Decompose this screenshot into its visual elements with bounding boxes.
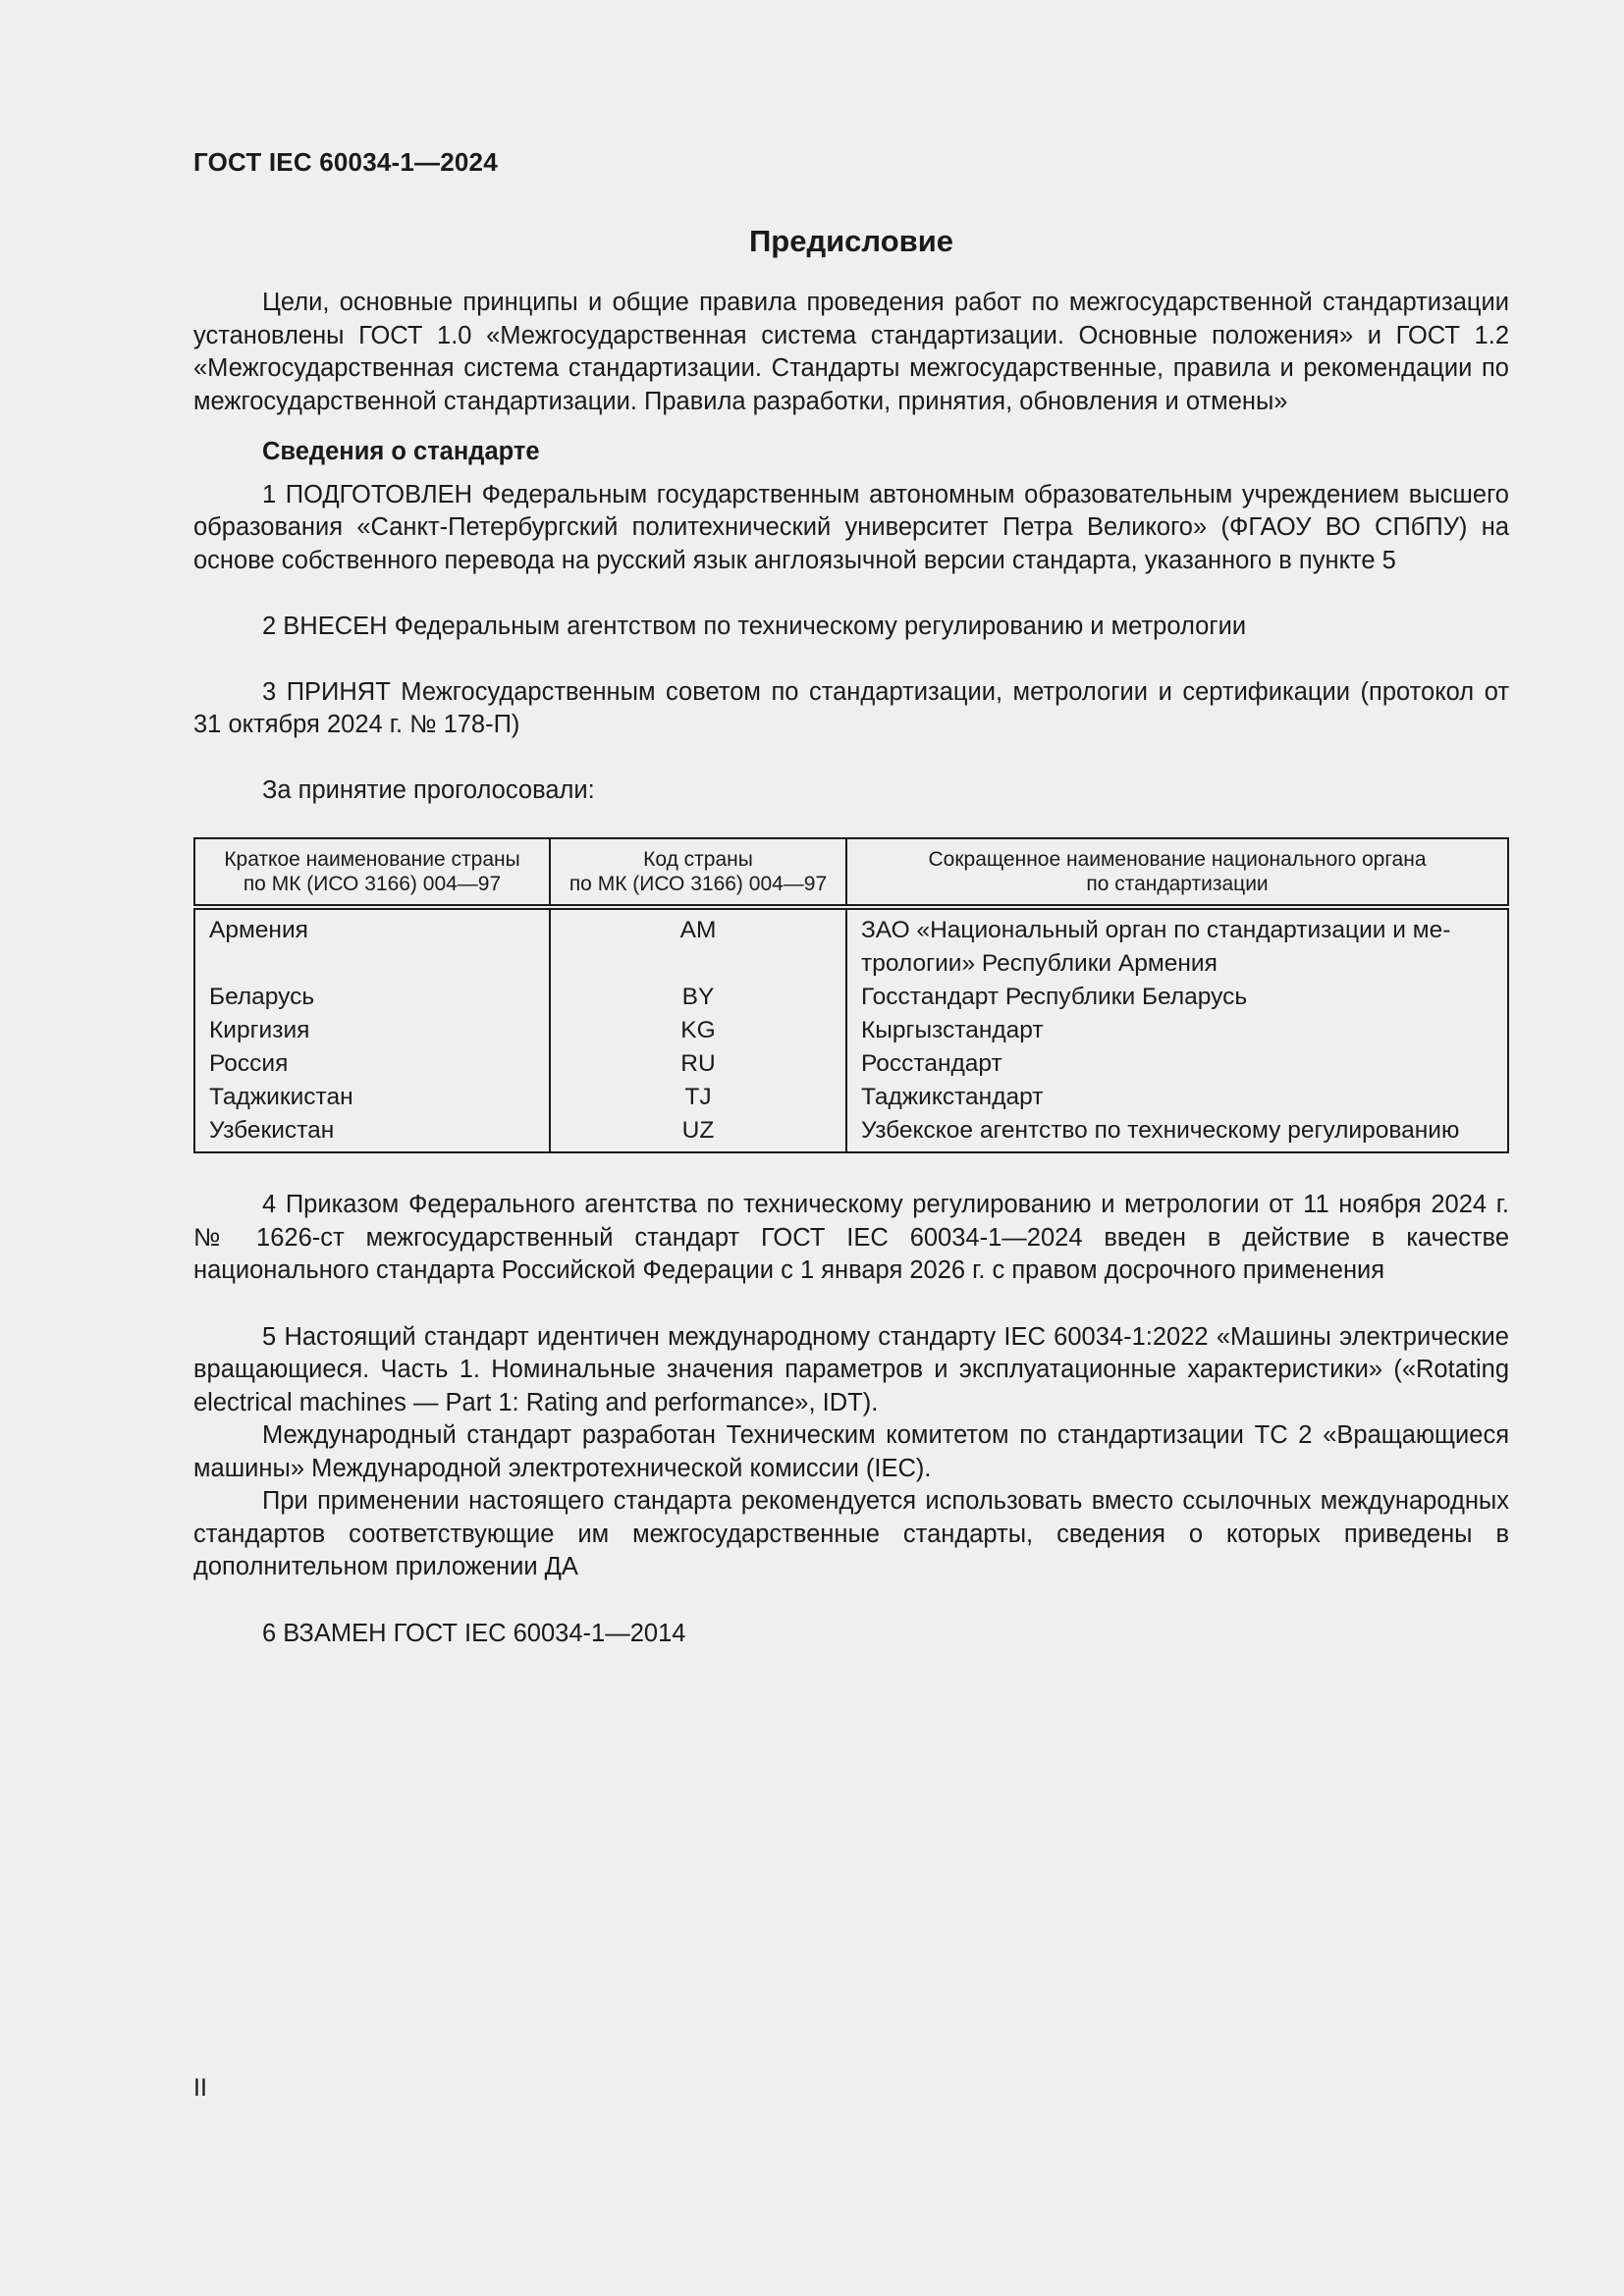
- page-number: II: [193, 2074, 207, 2102]
- code-cell: KG: [550, 1014, 846, 1047]
- item-1-paragraph: 1 ПОДГОТОВЛЕН Федеральным государственным автономным образовательным учреждением высшего образования «Санкт-Петербургский политехнический университет Петра Великого» (ФГАОУ ВО СПбПУ) на основе собственного перевода на русский язык англоязычной версии стандарта, указанного в пункте 5: [193, 480, 1509, 574]
- code-cell: TJ: [550, 1081, 846, 1114]
- page-title: Предисловие: [748, 224, 953, 258]
- table-row: [194, 1047, 1508, 1081]
- country-cell: Узбекистан: [194, 1114, 550, 1152]
- item-4-paragraph: 4 Приказом Федерального агентства по техническому регулированию и метрологии от 11 ноября 2024 г. № 1626-ст межгосударственный стандарт ГОСТ IEC 60034-1—2024 введен в действие в качестве национального стандарта Российской Федерации с 1 января 2026 г. с правом досрочного применения: [193, 1191, 1509, 1284]
- body-cell: Узбекское агентство по техническому регулированию: [861, 1117, 1460, 1144]
- body-cell-line2: трологии» Республики Армения: [861, 950, 1218, 977]
- country-cell: Киргизия: [194, 1014, 550, 1047]
- body-cell: Таджикстандарт: [861, 1084, 1044, 1110]
- document-body: [193, 287, 1509, 1650]
- header-body-line1: Сокращенное наименование национального органа: [928, 848, 1427, 871]
- item-6-paragraph: 6 ВЗАМЕН ГОСТ IEC 60034-1—2014: [262, 1619, 686, 1647]
- section-title: Сведения о стандарте: [262, 438, 540, 465]
- item-5-paragraph: 5 Настоящий стандарт идентичен международному стандарту IEC 60034-1:2022 «Машины электрические вращающиеся. Часть 1. Номинальные значения параметров и эксплуатационные характеристики» («Rotating electrical machines — Part 1: Rating and performance», IDT).: [193, 1322, 1509, 1416]
- body-cell-line1: ЗАО «Национальный орган по стандартизации и ме-: [861, 917, 1451, 943]
- country-cell: Россия: [194, 1047, 550, 1081]
- header-country-line1: Краткое наименование страны: [224, 848, 520, 871]
- table-row: [194, 981, 1508, 1014]
- header-country: [194, 838, 550, 907]
- document-page: [193, 0, 1509, 2296]
- item-5-committee-paragraph: Международный стандарт разработан Техническим комитетом по стандартизации TC 2 «Вращающиеся машины» Международной электротехнической комиссии (IEC).: [193, 1421, 1509, 1482]
- code-cell: RU: [550, 1047, 846, 1081]
- code-cell: UZ: [550, 1114, 846, 1152]
- code-cell: BY: [550, 981, 846, 1014]
- code-cell: AM: [550, 907, 846, 981]
- country-cell: Армения: [194, 907, 550, 981]
- item-2-paragraph: 2 ВНЕСЕН Федеральным агентством по техническому регулированию и метрологии: [262, 613, 1247, 640]
- vote-intro: За принятие проголосовали:: [262, 775, 595, 804]
- table-header-row: [194, 838, 1508, 907]
- item-3-paragraph: 3 ПРИНЯТ Межгосударственным советом по стандартизации, метрологии и сертификации (протокол от 31 октября 2024 г. № 178-П): [193, 677, 1509, 738]
- country-cell: Беларусь: [194, 981, 550, 1014]
- table-row: [194, 1014, 1508, 1047]
- body-cell: [846, 907, 1508, 981]
- header-code-line1: Код страны: [643, 848, 753, 871]
- body-cell: Кыргызстандарт: [861, 1017, 1044, 1043]
- table-row: [194, 907, 1508, 981]
- intro-paragraph: Цели, основные принципы и общие правила проведения работ по межгосударственной стандартизации установлены ГОСТ 1.0 «Межгосударственная система стандартизации. Основные положения» и ГОСТ 1.2 «Межгосударственная система стандартизации. Стандарты межгосударственные, правила и рекомендации по межгосударственной стандартизации. Правила разработки, принятия, обновления и отмены»: [193, 289, 1509, 415]
- header-body-line2: по стандартизации: [1086, 873, 1269, 895]
- item-5-references-paragraph: При применении настоящего стандарта рекомендуется использовать вместо ссылочных международных стандартов соответствующие им межгосударственные стандарты, сведения о которых приведены в дополнительном приложении ДА: [193, 1487, 1509, 1580]
- country-cell: Таджикистан: [194, 1081, 550, 1114]
- document-code: ГОСТ IEC 60034-1—2024: [193, 147, 498, 177]
- header-body: [846, 838, 1508, 907]
- table-row: [194, 1114, 1508, 1152]
- table-row: [194, 1081, 1508, 1114]
- header-code: [550, 838, 846, 907]
- header-country-line2: по МК (ИСО 3166) 004—97: [243, 873, 502, 895]
- body-cell: Росстандарт: [861, 1050, 1002, 1077]
- member-states-table: [193, 837, 1509, 1153]
- body-cell: Госстандарт Республики Беларусь: [861, 984, 1248, 1010]
- header-code-line2: по МК (ИСО 3166) 004—97: [568, 873, 828, 895]
